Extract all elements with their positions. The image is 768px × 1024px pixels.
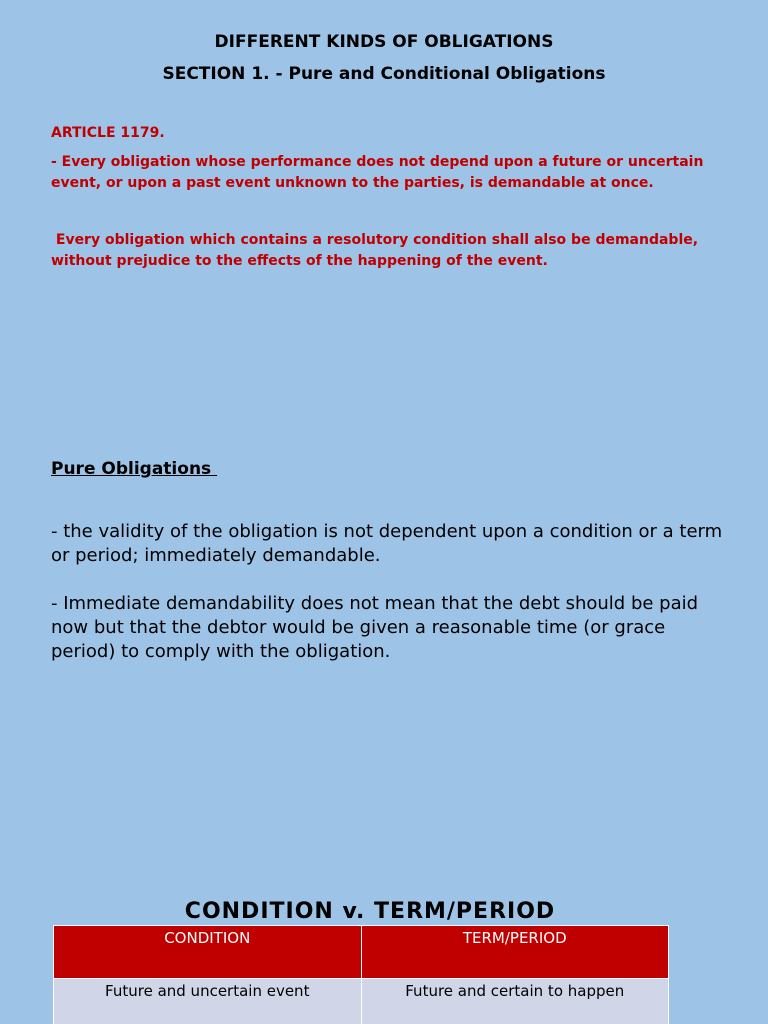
comparison-table [53, 925, 669, 1024]
pure-obligations-heading: Pure Obligations [51, 459, 218, 479]
article-paragraph-1: - Every obligation whose performance does not depend upon a future or uncertain event, or upon a past event unknown to the parties, is demandable at once. [51, 154, 704, 191]
table-cell-condition: Future and uncertain event [54, 979, 362, 1024]
table-cell-term-period: Future and certain to happen [361, 979, 669, 1024]
comparison-title: CONDITION v. TERM/PERIOD [184, 899, 556, 924]
article-number: ARTICLE 1179. [51, 125, 165, 141]
document-title: DIFFERENT KINDS OF OBLIGATIONS [214, 32, 554, 52]
pure-obligations-paragraph-1: - the validity of the obligation is not dependent upon a condition or a term or period; immediately demandable. [51, 521, 723, 566]
column-header-term-period: TERM/PERIOD [361, 926, 669, 979]
table-row [54, 979, 669, 1024]
section-title: SECTION 1. - Pure and Conditional Obligations [162, 64, 606, 84]
column-header-condition: CONDITION [54, 926, 362, 979]
article-paragraph-2: Every obligation which contains a resolutory condition shall also be demandable, without prejudice to the effects of the happening of the event. [51, 232, 703, 269]
pure-obligations-paragraph-2: - Immediate demandability does not mean that the debt should be paid now but that the debtor would be given a reasonable time (or grace period) to comply with the obligation. [51, 593, 699, 662]
table-header-row [54, 926, 669, 979]
